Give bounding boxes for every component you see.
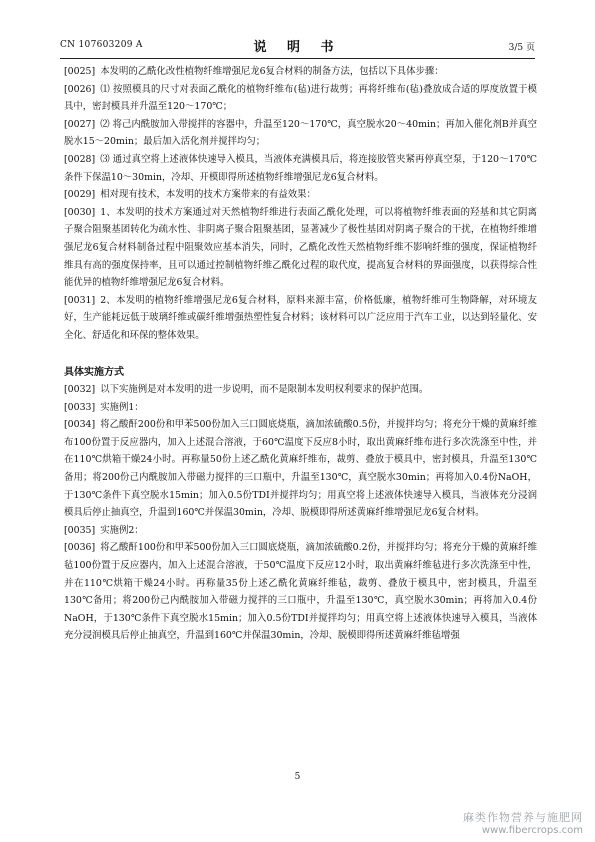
page-header [60, 36, 535, 56]
paragraph-0029 [64, 186, 537, 204]
paragraph-text: 本发明的乙酰化改性植物纤维增强尼龙6复合材料的制备方法，包括以下具体步骤： [100, 66, 444, 77]
paragraph-0026 [64, 81, 537, 116]
header-rule [60, 58, 535, 59]
paragraph-0036 [64, 539, 537, 645]
paragraph-0027 [64, 116, 537, 151]
paragraph-text: 1、本发明的技术方案通过对天然植物纤维进行表面乙酰化处理，可以将植物纤维表面的羟基和其它阴离子聚合阻聚基团转化为疏水性、非阴离子聚合阻聚基团，显著减少了极性基团对阴离子聚合的干扰，在植物纤维增强尼龙6复合材料制备过程中阻聚效应基本消失，同时，乙酰化改性天然植物纤维不影响纤维的强度，保证植物纤维具有高的强度保持率，且可以通过控制植物纤维乙酰化过程的取代度，提高复合材料的界面强度，以获得综合性能优异的植物纤维增强尼龙6复合材料。 [64, 206, 537, 289]
watermark-url: www.fibercrops.com [481, 825, 583, 836]
watermark [463, 809, 583, 836]
paragraph-number: [0032] [64, 384, 96, 396]
paragraph-number: [0034] [64, 419, 96, 431]
page-info: 3/5 页 [508, 43, 535, 53]
paragraph-number: [0035] [64, 524, 96, 536]
paragraph-text: 相对现有技术，本发明的技术方案带来的有益效果： [100, 189, 316, 201]
document-title: 说 明 书 [253, 40, 342, 55]
paragraph-number: [0027] [64, 118, 96, 130]
paragraph-0030 [64, 204, 537, 292]
paragraph-number: [0036] [64, 542, 96, 554]
section-title: 具体实施方式 [64, 366, 124, 378]
paragraph-text: ⑶ 通过真空将上述液体快速导入模具，当液体充满模具后，将连接胶管夹紧再停真空泵，于120～170℃条件下保温10～30min，冷却、开模即得所述植物纤维增强尼龙6复合材料。 [64, 153, 537, 183]
paragraph-0034 [64, 416, 537, 522]
paragraph-number: [0030] [64, 206, 96, 218]
watermark-site-name: 麻类作物营养与施肥网 [463, 811, 583, 824]
paragraph-number: [0026] [64, 83, 96, 95]
paragraph-text: 将乙酸酐100份和甲苯500份加入三口圆底烧瓶，滴加浓硫酸0.2份，并搅拌均匀；将充分干燥的黄麻纤维毡100份置于反应器内，加入上述混合溶液，于50℃温度下反应12小时，取出黄麻纤维毡进行多次洗涤至中性，并在110℃烘箱干燥24小时。再称量35份上述乙酰化黄麻纤维毡，裁剪、叠放于模具中，密封模具，升温至130℃备用；将200份己内酰胺加入带磁力搅拌的三口瓶中，升温至130℃，真空脱水30min；再将加入0.4份NaOH，于130℃条件下真空脱水15min；加入0.5份TDI并搅拌均匀；用真空将上述液体快速导入模具，当液体充分浸润模具后停止抽真空，升温到160℃并保温30min，冷却、脱模即得所述黄麻纤维毡增强 [64, 542, 537, 642]
paragraph-text: 实施例1： [100, 401, 144, 413]
paragraph-0025 [64, 63, 537, 81]
document-body [64, 63, 537, 645]
paragraph-0031 [64, 292, 537, 345]
paragraph-0032 [64, 381, 537, 399]
paragraph-number: [0033] [64, 401, 96, 413]
paragraph-text: ⑴ 按照模具的尺寸对表面乙酰化的植物纤维布(毡)进行裁剪；再将纤维布(毡)叠放成合适的厚度放置于模具中，密封模具并升温至120～170℃； [64, 83, 537, 113]
paragraph-text: ⑵ 将己内酰胺加入带搅拌的容器中，升温至120～170℃，真空脱水20～40min；再加入催化剂B并真空脱水15～20min；最后加入活化剂并搅拌均匀； [64, 118, 537, 148]
paragraph-text: 将乙酸酐200份和甲苯500份加入三口圆底烧瓶，滴加浓硫酸0.5份，并搅拌均匀；将充分干燥的黄麻纤维布100份置于反应器内，加入上述混合溶液，于60℃温度下反应8小时，取出黄麻纤维布进行多次洗涤至中性，并在110℃烘箱干燥24小时。再称量50份上述乙酰化黄麻纤维布，裁剪、叠放于模具中，密封模具，升温至130℃备用；将200份己内酰胺加入带磁力搅拌的三口瓶中，升温至130℃，真空脱水30min；再将加入0.4份NaOH，于130℃条件下真空脱水15min；加入0.5份TDI并搅拌均匀；用真空将上述液体快速导入模具，当液体充分浸润模具后停止抽真空，升温到160℃并保温30min，冷却、脱模即得所述黄麻纤维增强尼龙6复合材料。 [64, 419, 537, 519]
page-number: 5 [294, 772, 301, 782]
paragraph-0033 [64, 399, 537, 417]
paragraph-number: [0029] [64, 189, 96, 201]
patent-number: CN 107603209 A [60, 40, 143, 50]
paragraph-number: [0025] [64, 66, 96, 77]
paragraph-0035 [64, 522, 537, 540]
paragraph-text: 2、本发明的植物纤维增强尼龙6复合材料，原料来源丰富，价格低廉，植物纤维可生物降解，对环境友好，生产能耗远低于玻璃纤维或碳纤维增强热塑性复合材料；该材料可以广泛应用于汽车工业，以达到轻量化、安全化、舒适化和环保的整体效果。 [64, 294, 537, 341]
section-spacer [64, 345, 537, 364]
paragraph-0028 [64, 151, 537, 186]
paragraph-text: 以下实施例是对本发明的进一步说明，而不是限制本发明权利要求的保护范围。 [100, 384, 429, 396]
paragraph-number: [0028] [64, 153, 96, 165]
paragraph-number: [0031] [64, 294, 96, 306]
paragraph-text: 实施例2： [100, 524, 144, 536]
